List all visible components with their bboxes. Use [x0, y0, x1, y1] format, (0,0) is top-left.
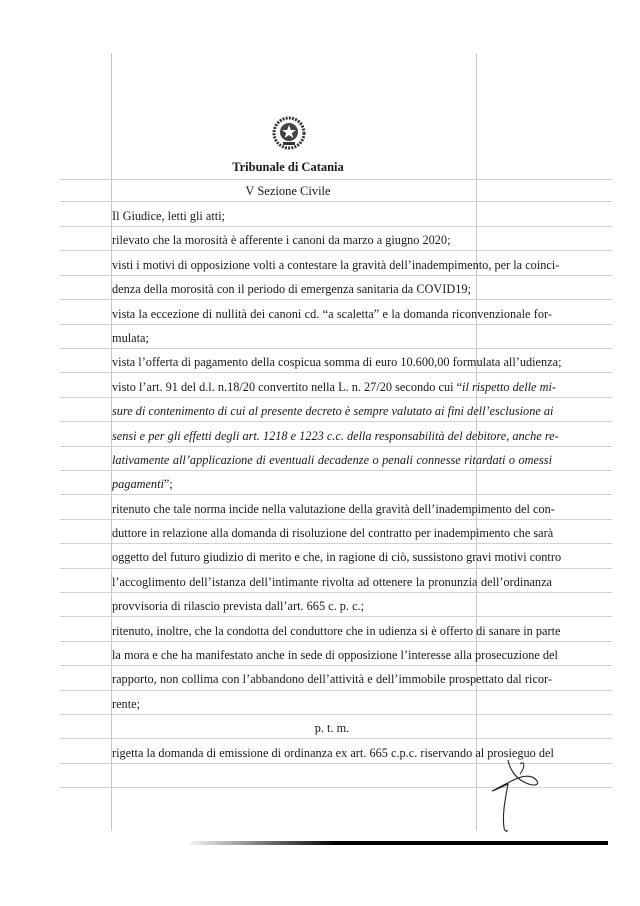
line-text: provvisoria di rilascio prevista dall’art. 665 c. p. c.;: [112, 599, 365, 614]
text-line: [112, 570, 552, 594]
ptm-heading: [112, 716, 552, 740]
text-line: [112, 667, 552, 691]
line-text: ritenuto che tale norma incide nella valutazione della gravità dell’inadempimento del con-: [112, 501, 555, 516]
quote-text: sure di contenimento di cui al presente decreto è sempre valutato ai fini dell’esclusione ai: [112, 404, 554, 419]
line-text: ”;: [163, 477, 173, 492]
line-text: ritenuto, inoltre, che la condotta del conduttore che in udienza si è offerto di sanare in parte: [112, 623, 561, 638]
rule-line: [60, 201, 612, 202]
text-line: [112, 277, 552, 301]
bottom-rule: [190, 841, 608, 845]
line-text: oggetto del futuro giudizio di merito e che, in ragione di ciò, sussistono gravi motivi contro: [112, 550, 562, 565]
line-text: rilevato che la morosità è afferente i canoni da marzo a giugno 2020;: [112, 233, 451, 248]
text-line: [112, 326, 552, 350]
text-line: [112, 521, 552, 545]
line-text: l’accoglimento dell’istanza dell’intimante rivolta ad ottenere la pronunzia dell’ordinanza: [112, 574, 552, 589]
text-line: [112, 619, 561, 643]
quote-text: pagamenti: [112, 477, 164, 492]
text-line: [112, 228, 552, 252]
line-text: vista l’offerta di pagamento della cospicua somma di euro 10.600,00 formulata all’udienza;: [112, 355, 562, 370]
text-line: [112, 594, 552, 618]
line-text: rigetta la domanda di emissione di ordinanza ex art. 665 c.p.c. riservando al prosieguo del: [112, 745, 554, 760]
quote-text: sensi e per gli effetti degli art. 1218 e 1223 c.c. della responsabilità del debitore, anche re-: [112, 428, 559, 443]
quote-text: lativamente all’applicazione di eventuali decadenze o penali connesse ritardati o omessi: [112, 452, 552, 467]
text-line: [112, 424, 559, 448]
text-line: [112, 545, 562, 569]
line-text: p. t. m.: [314, 721, 350, 736]
line-text: rapporto, non collima con l’abbandono dell’attività e dell’immobile prospettato dal ricor-: [112, 672, 552, 687]
line-text: rente;: [112, 696, 140, 711]
court-title: Tribunale di Catania: [232, 160, 344, 174]
line-text: Il Giudice, letti gli atti;: [112, 209, 226, 223]
line-text: visti i motivi di opposizione volti a contestare la gravità dell’inadempimento, per la coinci-: [112, 257, 560, 272]
text-line: [112, 472, 552, 496]
text-line: [112, 692, 552, 716]
line-text: duttore in relazione alla domanda di risoluzione del contratto per inadempimento che sarà: [112, 526, 554, 541]
handwritten-signature-icon: [480, 760, 560, 832]
line-text: denza della morosità con il periodo di emergenza sanitaria da COVID19;: [112, 282, 471, 297]
line-text: vista la eccezione di nullità dei canoni cd. “a scaletta” e la domanda riconvenzionale for-: [112, 306, 552, 321]
rule-line: [60, 179, 612, 180]
italian-republic-emblem-icon: [272, 116, 306, 150]
line-text: visto l’art. 91 del d.l. n.18/20 convertito nella L. n. 27/20 secondo cui “: [112, 379, 463, 394]
line-text: mulata;: [112, 330, 149, 345]
section-title: V Sezione Civile: [245, 184, 331, 198]
quote-text: il rispetto delle mi-: [462, 379, 556, 394]
text-line: [112, 302, 552, 326]
text-line: [112, 375, 556, 399]
text-line: [112, 350, 562, 374]
text-line: [112, 643, 558, 667]
text-line: [112, 448, 552, 472]
text-line: [112, 253, 560, 277]
text-line: [112, 204, 552, 228]
text-line: [112, 399, 552, 423]
order-body: [112, 204, 562, 765]
text-line: [112, 497, 555, 521]
line-text: la mora e che ha manifestato anche in sede di opposizione l’interesse alla prosecuzione del: [112, 648, 558, 663]
